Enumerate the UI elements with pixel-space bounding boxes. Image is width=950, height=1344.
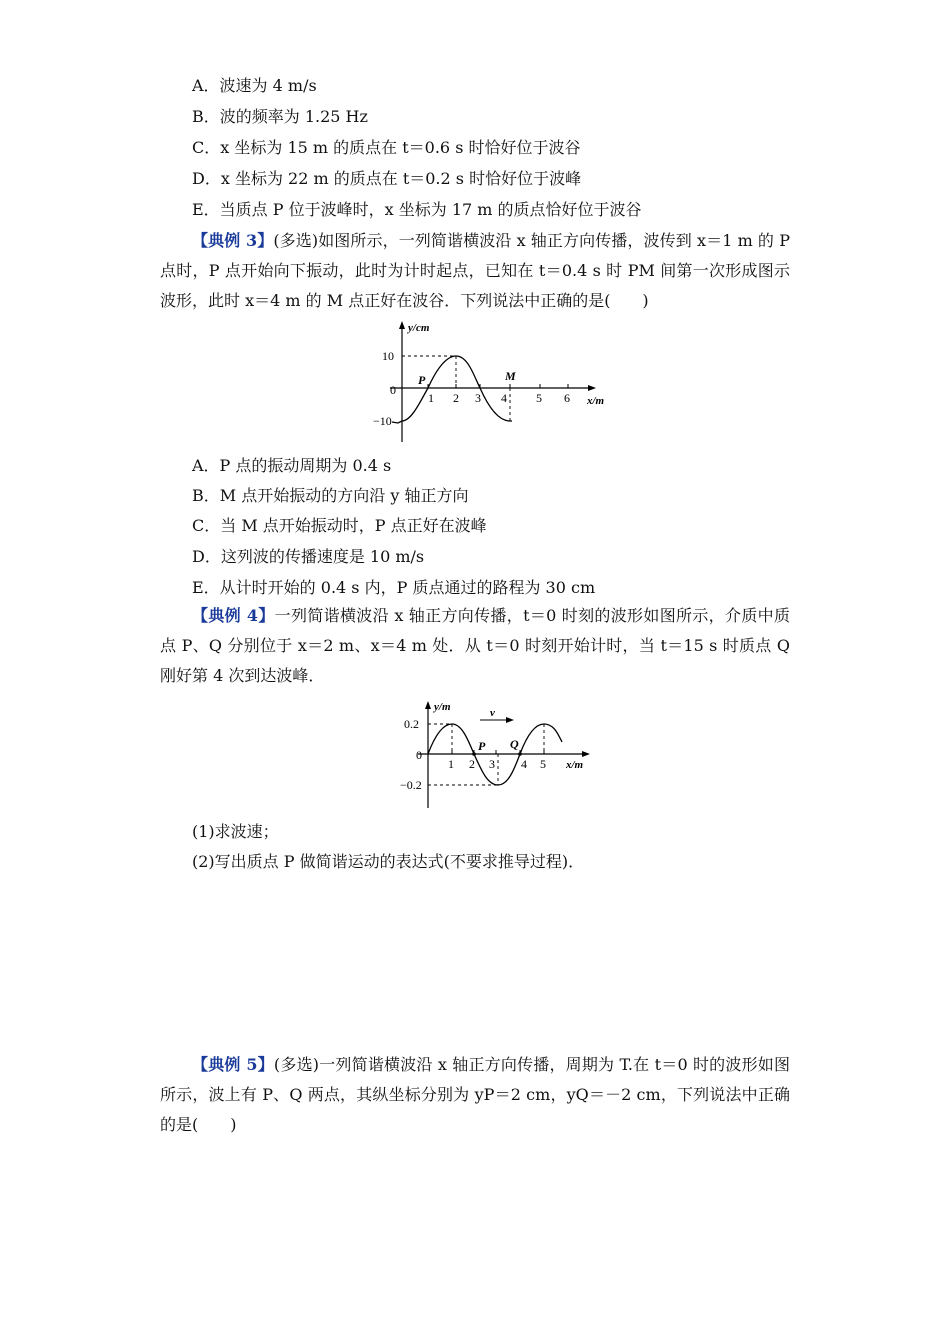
y-tick-neg10: −10 (373, 414, 392, 428)
x-tick-5: 5 (540, 757, 546, 771)
point-m-label: M (505, 369, 516, 383)
y-tick-neg02: −0.2 (400, 778, 422, 792)
y-axis-label: y/m (434, 701, 451, 713)
ex3-option-d: D．这列波的传播速度是 10 m/s (192, 547, 425, 566)
example-4-text: 一列简谐横波沿 x 轴正方向传播，t＝0 时刻的波形如图所示，介质中质点 P、Q 分别位于 x＝2 m、x＝4 m 处．从 t＝0 时刻开始计时，当 t＝15 s 时质点 Q 刚好第 4 次到达波峰． (160, 606, 790, 685)
x-tick-4: 4 (521, 757, 527, 771)
example-3-wave-figure (370, 318, 620, 446)
point-p-label: P (478, 739, 486, 753)
y-axis-label: y/cm (408, 322, 430, 334)
ex3-option-e: E．从计时开始的 0.4 s 内，P 质点通过的路程为 30 cm (192, 578, 596, 597)
point-q-label: Q (510, 737, 519, 751)
y-tick-0: 0 (390, 383, 396, 397)
y-tick-10: 10 (382, 349, 394, 363)
x-tick-6: 6 (564, 391, 570, 405)
x-tick-3: 3 (489, 757, 495, 771)
option-b: B．波的频率为 1.25 Hz (192, 107, 368, 126)
option-a: A．波速为 4 m/s (192, 76, 317, 95)
y-tick-02: 0.2 (404, 717, 419, 731)
option-d: D．x 坐标为 22 m 的质点在 t＝0.2 s 时恰好位于波峰 (192, 169, 582, 188)
velocity-label: v (490, 707, 495, 719)
point-p-label: P (418, 373, 426, 387)
example-5-tag: 【典例 5】 (192, 1055, 274, 1074)
x-tick-4: 4 (501, 391, 507, 405)
y-tick-0: 0 (416, 748, 422, 762)
ex3-option-c: C．当 M 点开始振动时，P 点正好在波峰 (192, 516, 487, 535)
example-4-tag: 【典例 4】 (192, 606, 275, 625)
example-3-tag: 【典例 3】 (192, 231, 274, 250)
x-tick-2: 2 (453, 391, 459, 405)
ex3-option-b: B．M 点开始振动的方向沿 y 轴正方向 (192, 486, 469, 505)
x-tick-1: 1 (428, 391, 434, 405)
ex4-question-2: (2)写出质点 P 做简谐运动的表达式(不要求推导过程)． (192, 852, 585, 871)
ex3-option-a: A．P 点的振动周期为 0.4 s (192, 456, 392, 475)
x-tick-2: 2 (469, 757, 475, 771)
example-4-stem (160, 601, 790, 691)
example-3-text: (多选)如图所示，一列简谐横波沿 x 轴正方向传播，波传到 x＝1 m 的 P 点时，P 点开始向下振动，此时为计时起点，已知在 t＝0.4 s 时 PM 间第一次形成图示波形，此时 x＝4 m 的 M 点正好在波谷．下列说法中正确的是( ) (160, 231, 790, 310)
x-tick-1: 1 (448, 757, 454, 771)
option-c: C．x 坐标为 15 m 的质点在 t＝0.6 s 时恰好位于波谷 (192, 138, 581, 157)
ex4-question-1: (1)求波速； (192, 822, 279, 841)
example-4-wave-figure (398, 698, 598, 810)
example-5-text: (多选)一列简谐横波沿 x 轴正方向传播，周期为 T.在 t＝0 时的波形如图所示，波上有 P、Q 两点，其纵坐标分别为 yP＝2 cm，yQ＝－2 cm，下列说法中正确的是( ) (160, 1055, 790, 1134)
x-axis-label: x/m (566, 759, 584, 771)
x-axis-label: x/m (587, 395, 605, 407)
example-5-stem (160, 1050, 790, 1140)
x-tick-5: 5 (536, 391, 542, 405)
example-3-stem (160, 226, 790, 316)
option-e: E．当质点 P 位于波峰时，x 坐标为 17 m 的质点恰好位于波谷 (192, 200, 642, 219)
x-tick-3: 3 (475, 391, 481, 405)
